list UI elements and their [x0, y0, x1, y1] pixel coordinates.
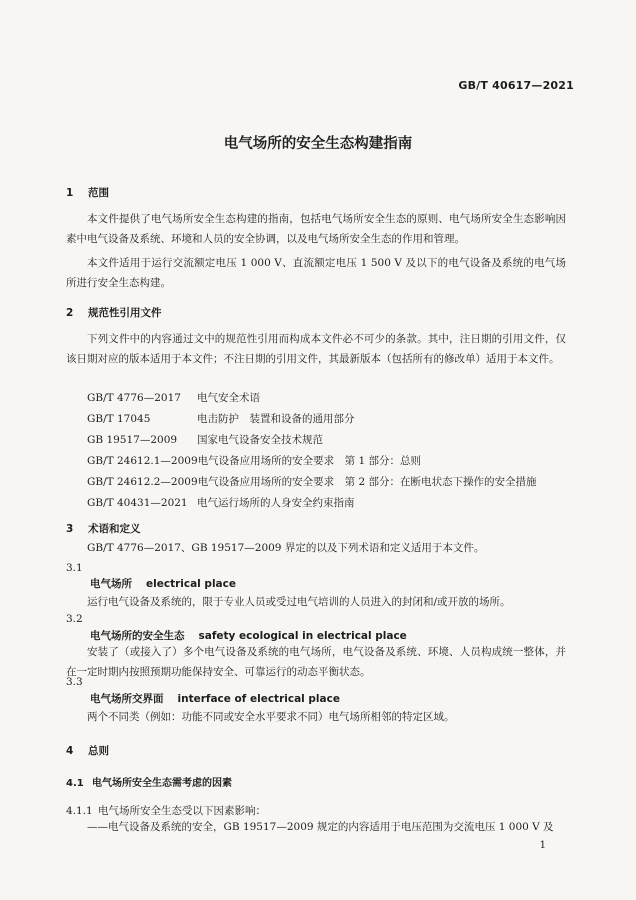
term-definition: 安装了（或接入了）多个电气设备及系统的电气场所，电气设备及系统、环境、人员构成统一整体，并在一定时期内按照预期功能保持安全、可靠运行的动态平衡状态。 [66, 646, 566, 678]
list-item: ——电气设备及系统的安全，GB 19517—2009 规定的内容适用于电压范围为交流电压 1 000 V 及 [87, 821, 554, 833]
clause-4-1-1 [66, 803, 266, 818]
reference-code: GB/T 40431—2021 [87, 497, 188, 509]
reference-title: 电气安全术语 [197, 392, 260, 404]
section-number: 4 [66, 745, 74, 757]
reference-title: 国家电气设备安全技术规范 [197, 434, 323, 446]
reference-title: 电气设备应用场所的安全要求 第 2 部分：在断电状态下操作的安全措施 [197, 476, 537, 488]
page-number: 1 [539, 840, 546, 851]
section-4-heading [66, 743, 109, 758]
subsection-title: 电气场所安全生态需考虑的因素 [92, 778, 232, 789]
reference-item [87, 453, 421, 468]
section-number: 3 [66, 523, 74, 535]
reference-title: 电气设备应用场所的安全要求 第 1 部分：总则 [197, 455, 421, 467]
standard-code: GB/T 40617—2021 [458, 79, 574, 92]
reference-code: GB/T 24612.2—2009 [87, 476, 198, 488]
reference-code: GB 19517—2009 [87, 434, 178, 446]
reference-title: 电击防护 装置和设备的通用部分 [197, 413, 355, 425]
term-chinese: 电气场所的安全生态 [90, 630, 185, 642]
document-title: 电气场所的安全生态构建指南 [223, 136, 413, 152]
term-definition: 运行电气设备及系统的，限于专业人员或受过电气培训的人员进入的封闭和/或开放的场所。 [87, 596, 511, 608]
section-3-intro: GB/T 4776—2017、GB 19517—2009 界定的以及下列术语和定义适用于本文件。 [87, 542, 485, 554]
reference-code: GB/T 17045 [87, 413, 151, 425]
section-number: 1 [66, 187, 74, 199]
section-number: 2 [66, 307, 74, 319]
reference-item [87, 390, 260, 405]
reference-item [87, 432, 323, 447]
section-title: 总则 [88, 745, 109, 757]
term-english: safety ecological in electrical place [198, 630, 407, 642]
section-title: 规范性引用文件 [88, 307, 162, 319]
section-title: 范围 [88, 187, 109, 199]
clause-number: 4.1.1 [66, 805, 93, 817]
term-number: 3.3 [66, 676, 83, 688]
clause-text: 电气场所安全生态受以下因素影响： [98, 805, 266, 817]
reference-code: GB/T 4776—2017 [87, 392, 181, 404]
section-3-heading [66, 521, 141, 536]
reference-code: GB/T 24612.1—2009 [87, 455, 198, 467]
section-2-paragraph: 下列文件中的内容通过文中的规范性引用而构成本文件必不可少的条款。其中，注日期的引用文件，仅该日期对应的版本适用于本文件；不注日期的引用文件，其最新版本（包括所有的修改单）适用于本文件。 [66, 333, 566, 365]
section-1-paragraph-2: 本文件适用于运行交流额定电压 1 000 V、直流额定电压 1 500 V 及以下的电气设备及系统的电气场所进行安全生态构建。 [66, 257, 566, 289]
term-number: 3.2 [66, 613, 83, 625]
reference-title: 电气运行场所的人身安全约束指南 [197, 497, 355, 509]
term-definition: 两个不同类（例如：功能不同或安全水平要求不同）电气场所相邻的特定区域。 [87, 711, 455, 723]
section-title: 术语和定义 [88, 523, 141, 535]
subsection-4-1-heading [66, 774, 232, 789]
reference-item [87, 474, 536, 489]
term-heading [90, 576, 236, 591]
term-heading [90, 628, 407, 643]
reference-item [87, 495, 355, 510]
reference-item [87, 411, 355, 426]
section-2-heading [66, 305, 162, 320]
term-english: interface of electrical place [177, 693, 340, 705]
term-chinese: 电气场所交界面 [90, 693, 164, 705]
subsection-number: 4.1 [66, 778, 84, 789]
term-english: electrical place [146, 578, 236, 590]
term-heading [90, 691, 340, 706]
term-chinese: 电气场所 [90, 578, 132, 590]
section-1-heading [66, 185, 109, 200]
section-1-paragraph-1: 本文件提供了电气场所安全生态构建的指南，包括电气场所安全生态的原则、电气场所安全生态影响因素中电气设备及系统、环境和人员的安全协调，以及电气场所安全生态的作用和管理。 [66, 213, 566, 245]
term-number: 3.1 [66, 562, 83, 574]
